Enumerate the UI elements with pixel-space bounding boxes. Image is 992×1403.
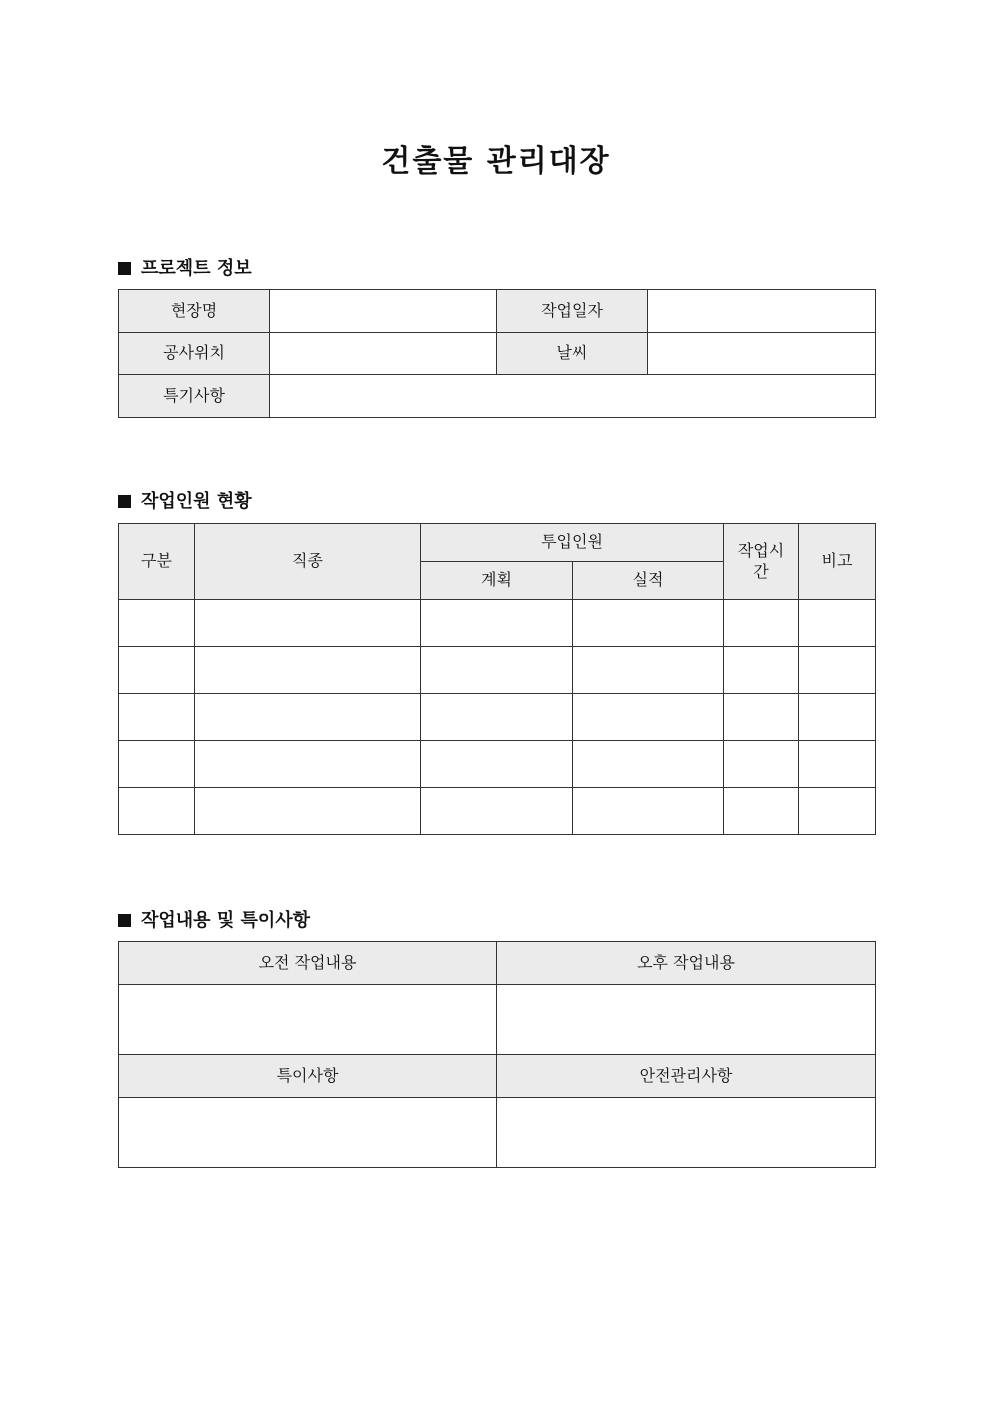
label-site-name: 현장명: [119, 290, 270, 333]
cell-category[interactable]: [119, 788, 195, 835]
cell-plan[interactable]: [421, 741, 573, 788]
cell-actual[interactable]: [573, 788, 724, 835]
location-field[interactable]: [270, 333, 497, 375]
section-heading-text: 작업내용 및 특이사항: [141, 910, 311, 931]
header-am-work: 오전 작업내용: [119, 942, 497, 985]
cell-plan[interactable]: [421, 694, 573, 741]
cell-remarks[interactable]: [799, 741, 876, 788]
cell-job-type[interactable]: [195, 600, 421, 647]
header-safety: 안전관리사항: [497, 1055, 876, 1098]
cell-job-type[interactable]: [195, 741, 421, 788]
header-job-type: 직종: [195, 524, 421, 600]
header-remarks: 비고: [799, 524, 876, 600]
header-pm-work: 오후 작업내용: [497, 942, 876, 985]
header-category: 구분: [119, 524, 195, 600]
header-actual: 실적: [573, 562, 724, 600]
cell-job-type[interactable]: [195, 647, 421, 694]
cell-plan[interactable]: [421, 788, 573, 835]
table-row: [119, 600, 876, 647]
manpower-table: [118, 523, 876, 835]
header-special: 특이사항: [119, 1055, 497, 1098]
label-weather: 날씨: [497, 333, 648, 375]
table-row: [119, 647, 876, 694]
site-name-field[interactable]: [270, 290, 497, 333]
cell-job-type[interactable]: [195, 694, 421, 741]
cell-actual[interactable]: [573, 694, 724, 741]
page-title: 건출물 관리대장: [381, 144, 611, 179]
work-date-field[interactable]: [648, 290, 876, 333]
cell-category[interactable]: [119, 694, 195, 741]
special-field[interactable]: [119, 1098, 497, 1168]
section-heading-text: 프로젝트 정보: [141, 258, 252, 279]
square-bullet-icon: [118, 262, 131, 275]
label-location: 공사위치: [119, 333, 270, 375]
cell-work-hours[interactable]: [724, 647, 799, 694]
cell-plan[interactable]: [421, 647, 573, 694]
cell-plan[interactable]: [421, 600, 573, 647]
project-info-table: [118, 289, 876, 418]
label-notes: 특기사항: [119, 375, 270, 418]
cell-remarks[interactable]: [799, 647, 876, 694]
section-heading-text: 작업인원 현황: [141, 491, 252, 512]
cell-remarks[interactable]: [799, 694, 876, 741]
cell-remarks[interactable]: [799, 600, 876, 647]
table-row: [119, 741, 876, 788]
cell-category[interactable]: [119, 647, 195, 694]
square-bullet-icon: [118, 495, 131, 508]
cell-work-hours[interactable]: [724, 694, 799, 741]
table-row: [119, 694, 876, 741]
cell-remarks[interactable]: [799, 788, 876, 835]
cell-category[interactable]: [119, 741, 195, 788]
cell-category[interactable]: [119, 600, 195, 647]
work-details-table: [118, 941, 876, 1168]
cell-actual[interactable]: [573, 741, 724, 788]
section-heading-project-info: [118, 254, 252, 280]
cell-actual[interactable]: [573, 600, 724, 647]
table-row: [119, 788, 876, 835]
cell-work-hours[interactable]: [724, 741, 799, 788]
cell-actual[interactable]: [573, 647, 724, 694]
pm-work-field[interactable]: [497, 985, 876, 1055]
section-heading-work-details: [118, 906, 310, 932]
cell-job-type[interactable]: [195, 788, 421, 835]
safety-field[interactable]: [497, 1098, 876, 1168]
cell-work-hours[interactable]: [724, 788, 799, 835]
am-work-field[interactable]: [119, 985, 497, 1055]
header-manpower: 투입인원: [421, 524, 724, 562]
notes-field[interactable]: [270, 375, 876, 418]
label-work-date: 작업일자: [497, 290, 648, 333]
weather-field[interactable]: [648, 333, 876, 375]
header-plan: 계획: [421, 562, 573, 600]
square-bullet-icon: [118, 914, 131, 927]
section-heading-manpower: [118, 487, 252, 513]
cell-work-hours[interactable]: [724, 600, 799, 647]
header-work-hours: 작업시간: [724, 524, 799, 600]
